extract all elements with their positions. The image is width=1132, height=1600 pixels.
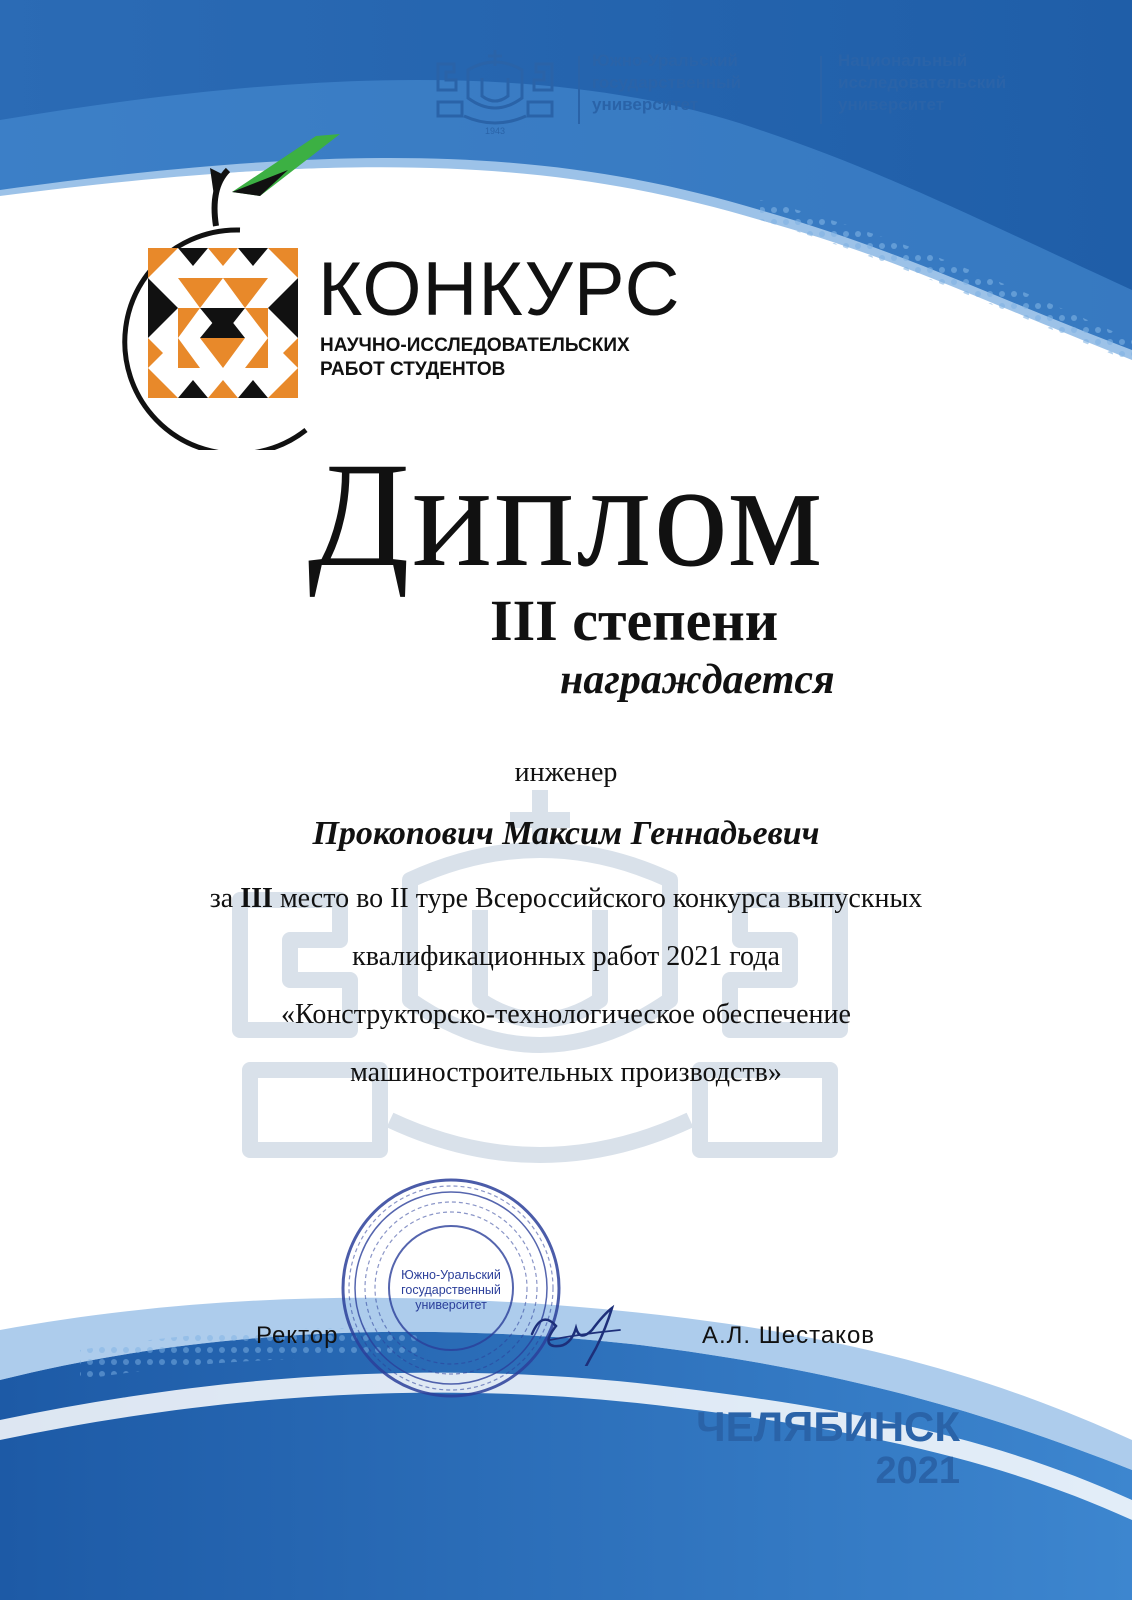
header-divider bbox=[578, 56, 580, 124]
header-divider-2 bbox=[820, 56, 822, 124]
recipient-name: Прокопович Максим Геннадьевич bbox=[312, 815, 820, 852]
susu-logo bbox=[428, 44, 562, 140]
award-reason-line-2: квалификационных работ 2021 года bbox=[352, 941, 780, 972]
award-reason-line-3: «Конструкторско-технологическое обеспечение bbox=[281, 999, 851, 1030]
diploma-title: Диплом bbox=[307, 432, 825, 598]
contest-title: КОНКУРС bbox=[318, 247, 681, 332]
reason-line1-rest: место во II туре Всероссийского конкурса выпускных bbox=[272, 883, 923, 914]
recipient-position: инженер bbox=[514, 757, 618, 788]
handwritten-signature bbox=[520, 1296, 630, 1366]
award-reason-line-1 bbox=[0, 882, 1132, 916]
reason-prefix: за bbox=[209, 883, 241, 914]
reason-place: III bbox=[240, 883, 273, 914]
year-label: 2021 bbox=[875, 1450, 960, 1492]
city-label: ЧЕЛЯБИНСК bbox=[696, 1403, 960, 1450]
university-name: Южно-Уральский государственный университет bbox=[592, 51, 742, 114]
logo-year: 1943 bbox=[484, 126, 506, 136]
award-reason-line-4: машиностроительных производств» bbox=[350, 1057, 782, 1088]
diploma-degree: III степени bbox=[490, 588, 779, 653]
awarded-label: награждается bbox=[560, 657, 835, 703]
rector-name: А.Л. Шестаков bbox=[702, 1322, 876, 1349]
rector-label: Ректор bbox=[256, 1322, 339, 1349]
contest-subtitle: НАУЧНО-ИССЛЕДОВАТЕЛЬСКИХ РАБОТ СТУДЕНТОВ bbox=[320, 335, 630, 380]
stamp-center-text: Южно-Уральский государственный университет bbox=[401, 1268, 501, 1312]
university-status: Национальный исследовательский университет bbox=[838, 51, 1007, 114]
